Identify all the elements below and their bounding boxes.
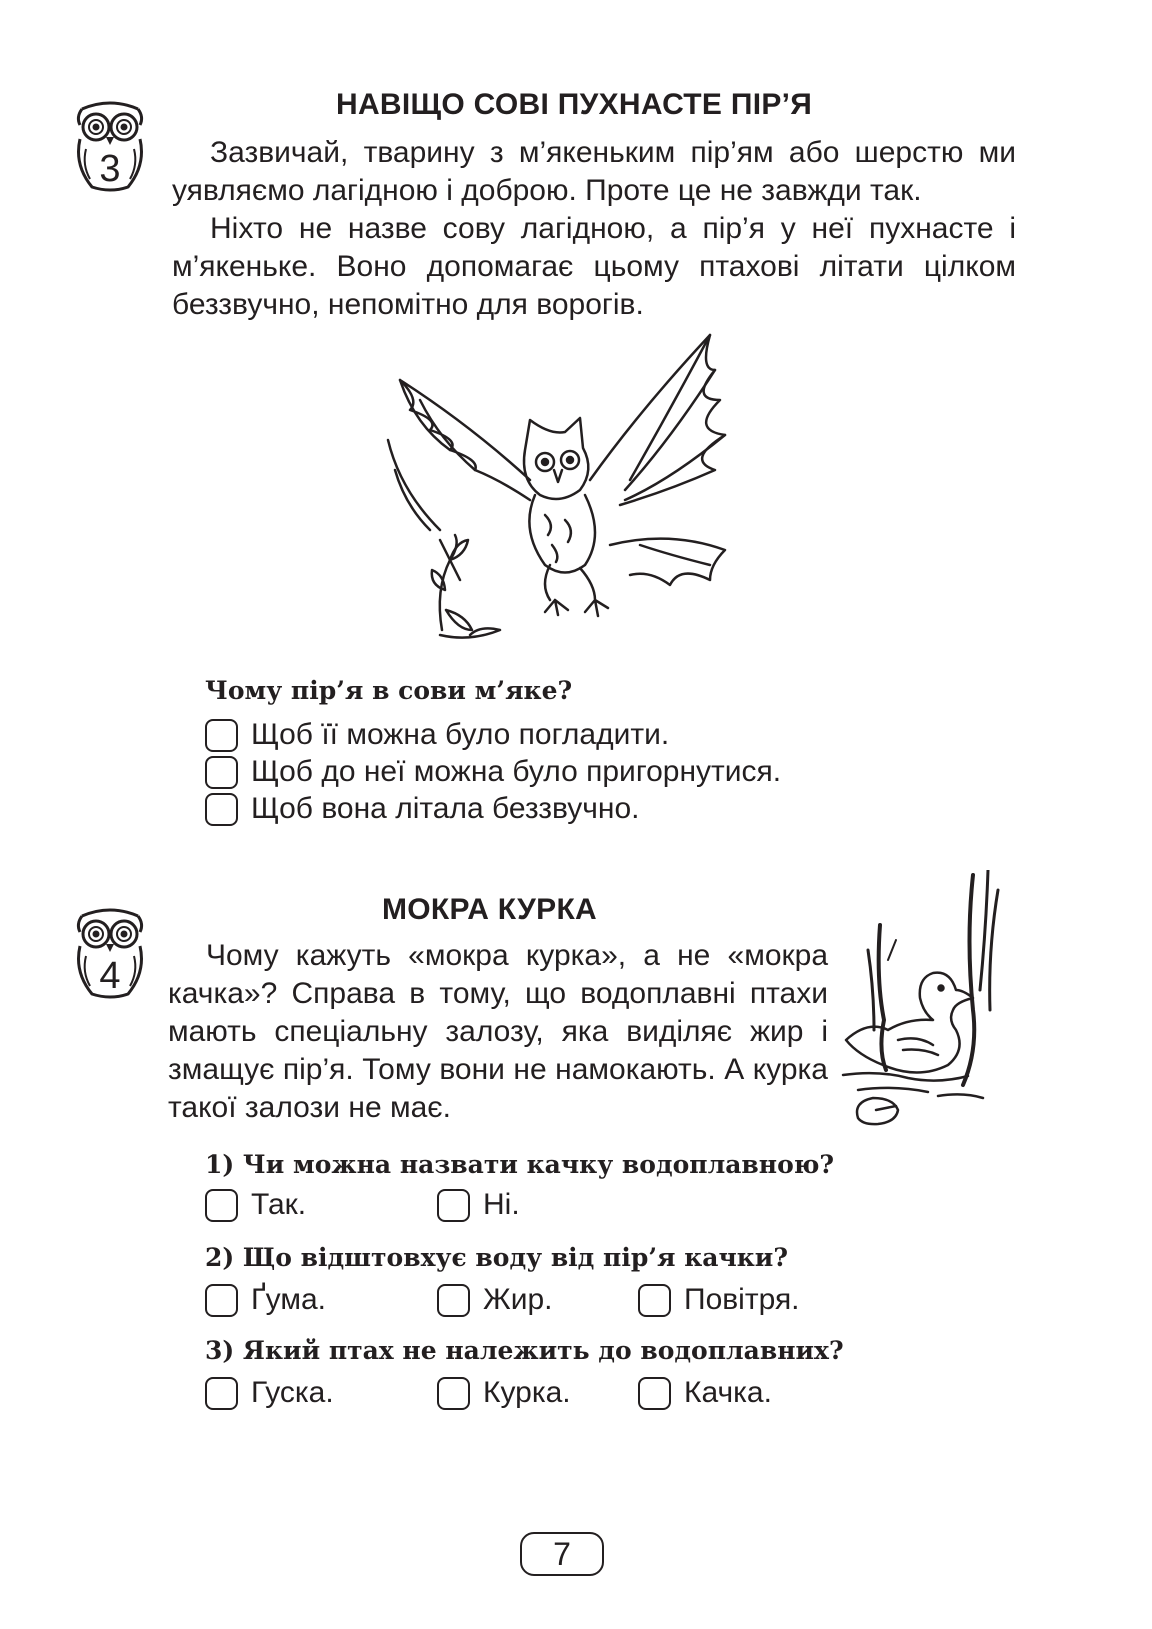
question: 3) Який птах не належить до водоплавних? — [205, 1336, 844, 1365]
option-label: Качка. — [684, 1376, 772, 1409]
answer-option[interactable] — [437, 1283, 552, 1317]
answer-option[interactable] — [205, 1283, 326, 1317]
option-label: Щоб її можна було погладити. — [251, 718, 670, 751]
page-number: 7 — [520, 1532, 604, 1576]
section-number: 3 — [99, 148, 121, 190]
answer-option[interactable] — [205, 718, 669, 752]
answer-option[interactable] — [205, 1188, 306, 1222]
answer-option[interactable] — [638, 1283, 800, 1317]
checkbox-icon[interactable] — [205, 756, 238, 789]
checkbox-icon[interactable] — [437, 1377, 470, 1410]
owl-badge-icon — [70, 902, 150, 1002]
section-text — [172, 134, 1016, 324]
option-label: Повітря. — [684, 1283, 800, 1316]
checkbox-icon[interactable] — [437, 1189, 470, 1222]
answer-option[interactable] — [205, 1376, 334, 1410]
option-label: Жир. — [483, 1283, 553, 1316]
section-title: МОКРА КУРКА — [382, 893, 598, 926]
question: 1) Чи можна назвати качку водоплавною? — [205, 1150, 835, 1179]
answer-option[interactable] — [205, 755, 781, 789]
answer-option[interactable] — [205, 792, 640, 826]
duck-illustration — [838, 870, 1018, 1130]
option-label: Ґума. — [251, 1283, 326, 1316]
section-title: НАВІЩО СОВІ ПУХНАСТЕ ПІР’Я — [336, 88, 813, 121]
option-label: Курка. — [483, 1376, 571, 1409]
option-label: Гуска. — [251, 1376, 334, 1409]
question: Чому пір’я в сови м’яке? — [205, 676, 573, 705]
checkbox-icon[interactable] — [205, 1189, 238, 1222]
paragraph: Зазвичай, тварину з м’якеньким пір’ям або шерстю ми уявляємо лагідною і доброю. Проте це не завжди так. — [172, 136, 1016, 207]
owl-badge-icon — [70, 95, 150, 195]
checkbox-icon[interactable] — [205, 793, 238, 826]
checkbox-icon[interactable] — [205, 1377, 238, 1410]
option-label: Ні. — [483, 1188, 520, 1221]
section-text — [168, 937, 828, 1127]
option-label: Так. — [251, 1188, 307, 1221]
answer-option[interactable] — [437, 1376, 571, 1410]
checkbox-icon[interactable] — [205, 719, 238, 752]
paragraph: Чому кажуть «мокра курка», а не «мокра качка»? Справа в тому, що водоплавні птахи мають спеціальну залозу, яка виділяє жир і змащує пір’я. Тому вони не намокають. А курка такої залози не має. — [168, 939, 828, 1124]
option-label: Щоб вона літала беззвучно. — [251, 792, 640, 825]
paragraph: Ніхто не назве сову лагідною, а пір’я у неї пухнасте і м’якеньке. Воно допомагає цьому птахові літати цілком беззвучно, непомітно для ворогів. — [172, 212, 1016, 321]
flying-owl-illustration — [380, 330, 760, 650]
checkbox-icon[interactable] — [638, 1284, 671, 1317]
answer-option[interactable] — [638, 1376, 772, 1410]
checkbox-icon[interactable] — [205, 1284, 238, 1317]
checkbox-icon[interactable] — [638, 1377, 671, 1410]
question: 2) Що відштовхує воду від пір’я качки? — [205, 1243, 788, 1272]
answer-option[interactable] — [437, 1188, 520, 1222]
section-number: 4 — [99, 955, 121, 997]
checkbox-icon[interactable] — [437, 1284, 470, 1317]
option-label: Щоб до неї можна було пригорнутися. — [251, 755, 782, 788]
